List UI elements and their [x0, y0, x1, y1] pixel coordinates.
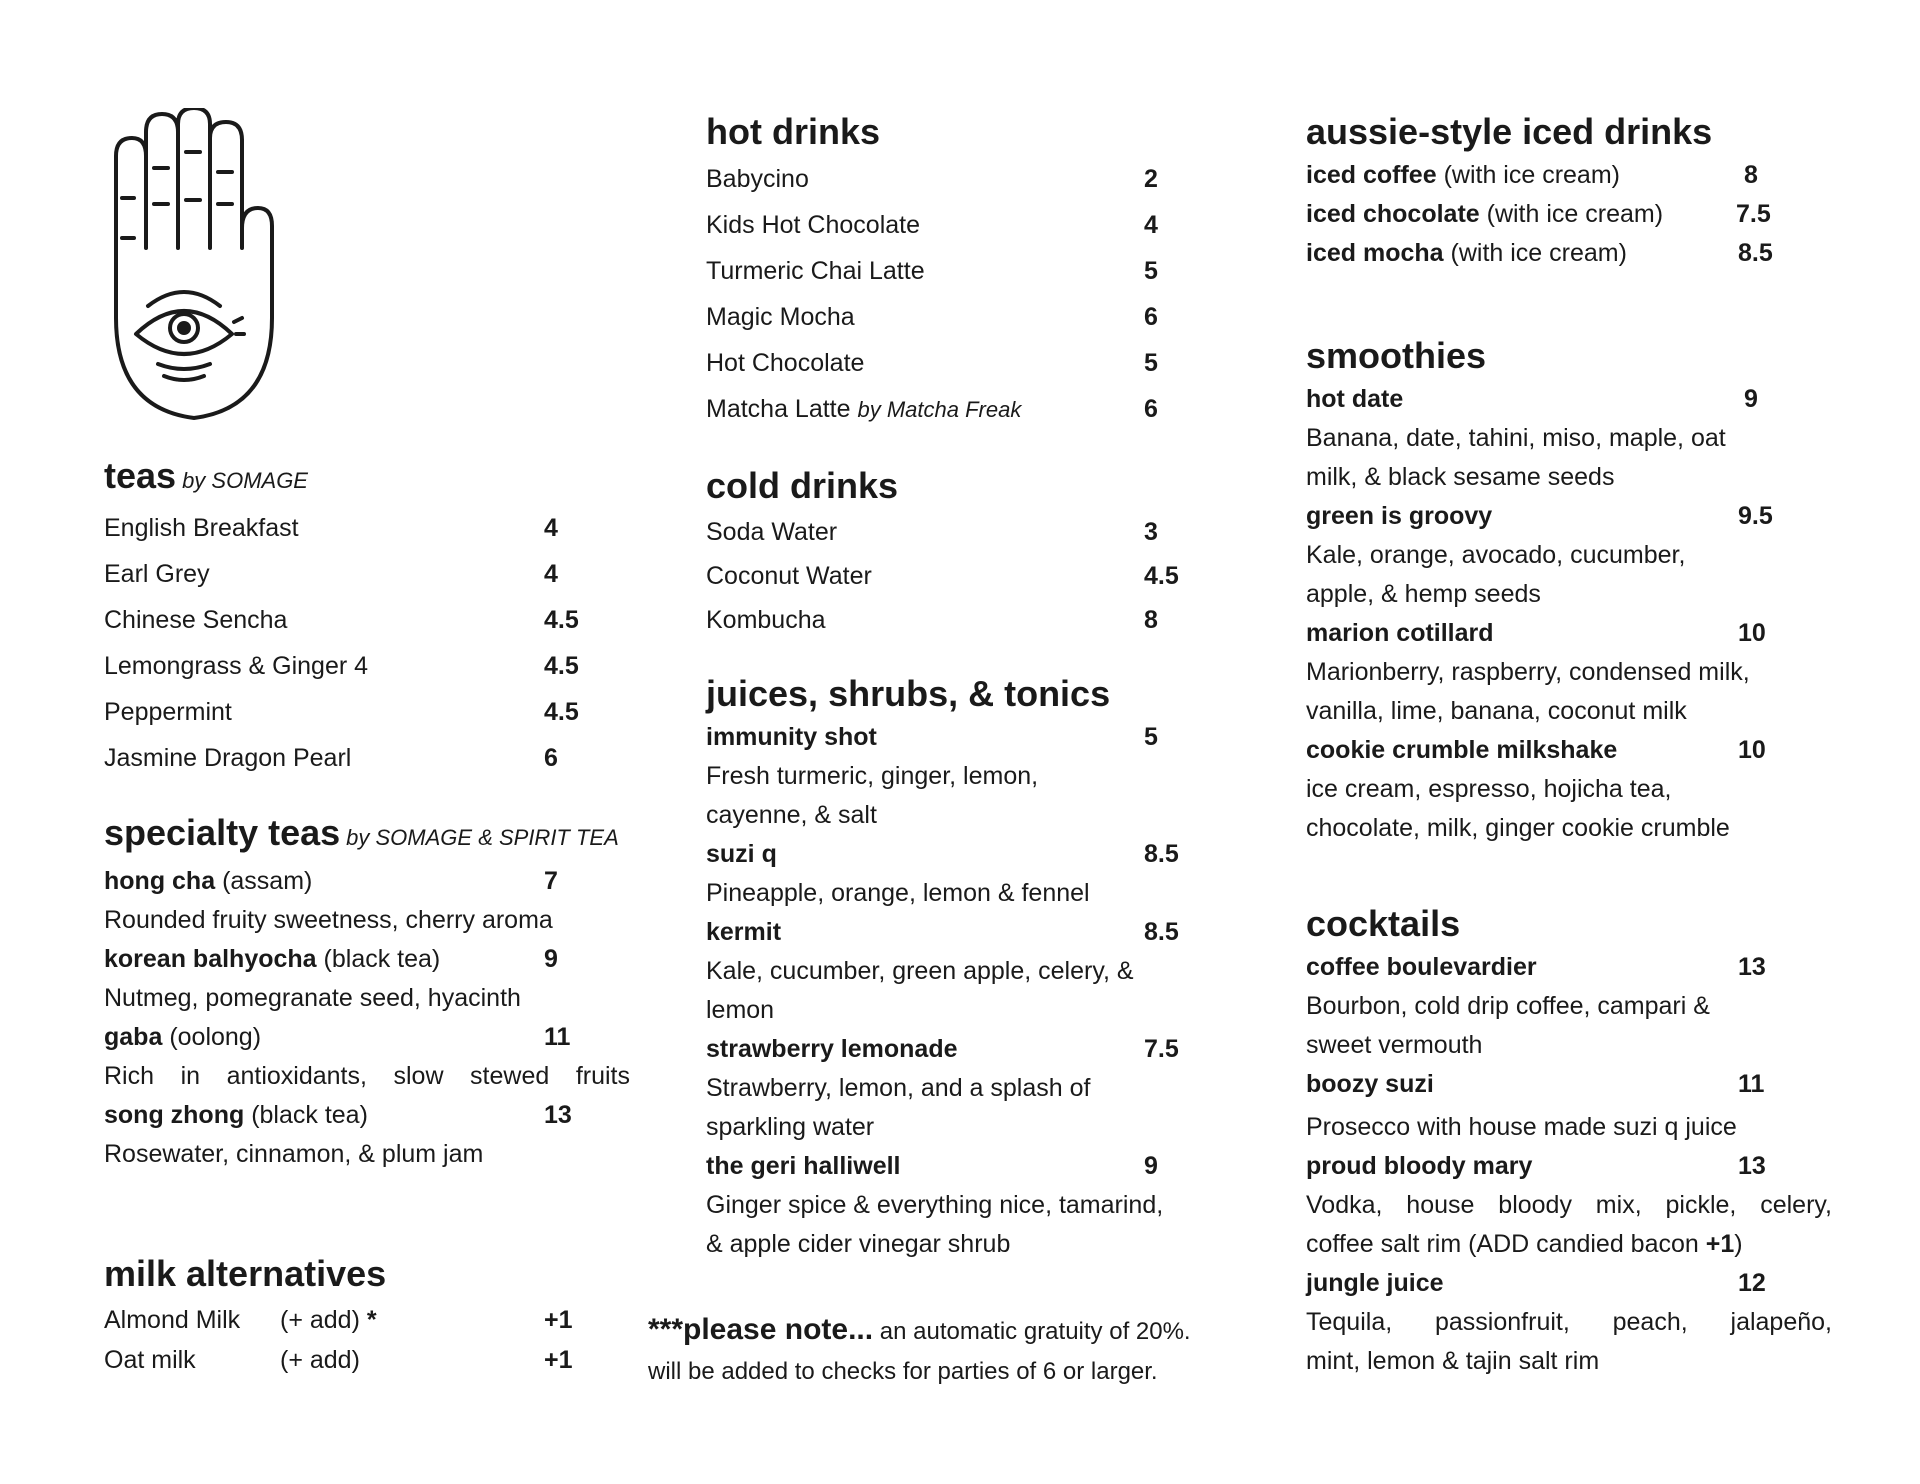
item-description: coffee salt rim (ADD candied bacon +1)	[1306, 1230, 1743, 1258]
menu-item: Almond Milk (+ add) * +1	[104, 1306, 573, 1334]
menu-item: the geri halliwell 9	[706, 1152, 1158, 1180]
cocktails-title: cocktails	[1306, 903, 1461, 944]
specialty-teas-by: by SOMAGE & SPIRIT TEA	[346, 825, 619, 850]
item-description: Prosecco with house made suzi q juice	[1306, 1113, 1737, 1141]
item-description: Nutmeg, pomegranate seed, hyacinth	[104, 984, 521, 1012]
item-description: Kale, cucumber, green apple, celery, &	[706, 957, 1134, 985]
cocktails-section	[1306, 904, 1846, 1381]
item-description: lemon	[706, 996, 775, 1024]
item-description: cayenne, & salt	[706, 801, 877, 829]
menu-item: Oat milk (+ add) +1	[104, 1346, 573, 1374]
item-description: Rounded fruity sweetness, cherry aroma	[104, 906, 553, 934]
gratuity-note	[648, 1310, 1268, 1392]
hot-drinks-title: hot drinks	[706, 111, 881, 152]
cold-drinks-section	[706, 466, 1266, 642]
menu-item: iced mocha (with ice cream) 8.5	[1306, 239, 1773, 267]
item-description: Marionberry, raspberry, condensed milk,	[1306, 658, 1750, 686]
juices-title: juices, shrubs, & tonics	[706, 673, 1111, 714]
smoothies-title: smoothies	[1306, 335, 1487, 376]
menu-item: Coconut Water 4.5	[706, 562, 1179, 590]
item-description: sweet vermouth	[1306, 1031, 1483, 1059]
menu-item: Magic Mocha 6	[706, 303, 1158, 331]
menu-item: Hot Chocolate 5	[706, 349, 1158, 377]
menu-item: kermit 8.5	[706, 918, 1179, 946]
item-description: mint, lemon & tajin salt rim	[1306, 1347, 1600, 1375]
item-description: Strawberry, lemon, and a splash of	[706, 1074, 1091, 1102]
menu-item: coffee boulevardier 13	[1306, 953, 1766, 981]
menu-item: iced chocolate (with ice cream) 7.5	[1306, 200, 1771, 228]
item-description: & apple cider vinegar shrub	[706, 1230, 1011, 1258]
hot-drinks-section	[706, 112, 1266, 433]
note-heading: ***please note...	[648, 1313, 874, 1346]
menu-item: Turmeric Chai Latte 5	[706, 257, 1158, 285]
menu-item: Peppermint 4.5	[104, 698, 579, 726]
smoothies-section	[1306, 336, 1846, 848]
hamsa-eye-hand-logo	[102, 108, 282, 424]
menu-item: jungle juice 12	[1306, 1269, 1766, 1297]
specialty-teas-title: specialty teas by SOMAGE & SPIRIT TEA	[104, 812, 619, 853]
menu-item: hot date 9	[1306, 385, 1758, 413]
item-description: Rich in antioxidants, slow stewed fruits	[104, 1062, 630, 1090]
menu-item: marion cotillard 10	[1306, 619, 1766, 647]
item-description: Vodka, house bloody mix, pickle, celery,	[1306, 1191, 1832, 1219]
menu-item: Matcha Latte by Matcha Freak 6	[706, 395, 1158, 423]
menu-item: proud bloody mary 13	[1306, 1152, 1766, 1180]
menu-item: Babycino 2	[706, 165, 1158, 193]
juices-section	[706, 674, 1266, 1264]
item-description: apple, & hemp seeds	[1306, 580, 1541, 608]
teas-section	[104, 456, 644, 781]
menu-item: iced coffee (with ice cream) 8	[1306, 161, 1758, 189]
menu-item: strawberry lemonade 7.5	[706, 1035, 1179, 1063]
menu-item: korean balhyocha (black tea) 9	[104, 945, 558, 973]
item-description: Tequila, passionfruit, peach, jalapeño,	[1306, 1308, 1832, 1336]
milk-alternatives-title: milk alternatives	[104, 1253, 387, 1294]
menu-item: suzi q 8.5	[706, 840, 1179, 868]
iced-drinks-section	[1306, 112, 1846, 273]
item-description: Ginger spice & everything nice, tamarind,	[706, 1191, 1164, 1219]
teas-title: teas by SOMAGE	[104, 455, 308, 496]
milk-alternatives-section	[104, 1254, 644, 1380]
menu-item: hong cha (assam) 7	[104, 867, 558, 895]
item-description: Pineapple, orange, lemon & fennel	[706, 879, 1090, 907]
item-description: ice cream, espresso, hojicha tea,	[1306, 775, 1672, 803]
item-description: milk, & black sesame seeds	[1306, 463, 1615, 491]
menu-item: Kombucha 8	[706, 606, 1158, 634]
menu-item: Lemongrass & Ginger 4 4.5	[104, 652, 579, 680]
menu-item: Chinese Sencha 4.5	[104, 606, 579, 634]
item-description: Banana, date, tahini, miso, maple, oat	[1306, 424, 1726, 452]
item-description: Kale, orange, avocado, cucumber,	[1306, 541, 1686, 569]
specialty-teas-section	[104, 813, 644, 1174]
menu-item: immunity shot 5	[706, 723, 1158, 751]
menu-item: song zhong (black tea) 13	[104, 1101, 572, 1129]
menu-item: green is groovy 9.5	[1306, 502, 1773, 530]
menu-item: cookie crumble milkshake 10	[1306, 736, 1766, 764]
item-description: sparkling water	[706, 1113, 875, 1141]
item-description: vanilla, lime, banana, coconut milk	[1306, 697, 1687, 725]
teas-by: by SOMAGE	[182, 468, 308, 493]
item-description: chocolate, milk, ginger cookie crumble	[1306, 814, 1730, 842]
menu-item: Soda Water 3	[706, 518, 1158, 546]
menu-item: English Breakfast 4	[104, 514, 558, 542]
item-description: Rosewater, cinnamon, & plum jam	[104, 1140, 484, 1168]
menu-item: Kids Hot Chocolate 4	[706, 211, 1158, 239]
note-text: will be added to checks for parties of 6 or larger.	[648, 1358, 1158, 1385]
menu-item: gaba (oolong) 11	[104, 1023, 571, 1051]
menu-item: Earl Grey 4	[104, 560, 558, 588]
item-description: Fresh turmeric, ginger, lemon,	[706, 762, 1039, 790]
menu-item: boozy suzi 11	[1306, 1070, 1765, 1098]
cold-drinks-title: cold drinks	[706, 465, 899, 506]
menu-item: Jasmine Dragon Pearl 6	[104, 744, 558, 772]
iced-drinks-title: aussie-style iced drinks	[1306, 111, 1713, 152]
note-text: an automatic gratuity of 20%.	[873, 1318, 1191, 1345]
item-description: Bourbon, cold drip coffee, campari &	[1306, 992, 1710, 1020]
